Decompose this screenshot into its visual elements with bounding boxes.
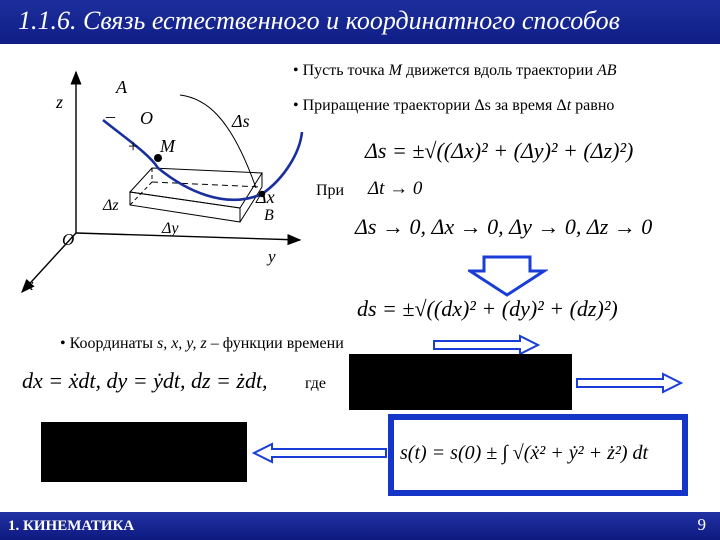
label-delta-x: Δx [256,187,275,207]
formula-delta-s: Δs = ±√((Δx)² + (Δy)² + (Δz)²) [365,138,634,163]
page-number: 9 [697,515,706,534]
label-m: M [160,136,175,156]
bullet-3: • Координаты s, x, y, z – функции времени [60,335,344,352]
s-of-t-box [388,414,688,496]
bullet-1-var: M [388,62,402,79]
box-top-face [130,168,262,208]
bullet-1-post: движется вдоль траектории [401,62,598,79]
hidden-formula-box [349,354,572,410]
bullet-3-vars: s, x, y, z [156,335,207,352]
delta-s-arc [180,95,256,188]
bullet-2: • Приращение траектории Δs за время Δt равно [293,97,615,114]
formula-s-t: s(t) = s(0) ± ∫ √(ẋ² + ẏ² + ż²) dt [400,442,649,464]
box-hidden-edge [152,182,262,187]
trajectory-diagram [0,44,310,304]
footer-bar [0,512,720,540]
y-axis [76,233,300,240]
label-plus: + [128,136,139,156]
label-minus: – [106,106,115,126]
footer-section-label: 1. КИНЕМАТИКА [8,518,135,534]
bullet-1: • Пусть точка M движется вдоль траектории AB [293,62,617,79]
right-arrow-icon [432,334,542,356]
pri-label: При [316,182,345,199]
box-hidden-diag [130,182,152,205]
bullet-2-var: t [566,97,572,114]
formula-limits: Δs → 0, Δx → 0, Δy → 0, Δz → 0 [355,214,653,239]
label-b: B [264,207,274,224]
slide-title: 1.1.6. Связь естественного и координатного способов [18,6,620,35]
right-arrow-icon [575,372,685,394]
bullet-3-post: – функции времени [206,335,344,352]
label-y: y [268,247,276,266]
formula-ds: ds = ±√((dx)² + (dy)² + (dz)²) [357,296,618,321]
label-z: z [56,92,64,112]
hidden-image-box [41,422,247,482]
down-arrow-icon [468,255,548,297]
bullet-2-post: равно [571,97,615,114]
title-bar [0,0,720,44]
label-x: x [26,275,34,294]
gde-label: где [305,375,327,392]
label-o-curve: O [140,108,153,128]
formula-dx: dx = ẋdt, dy = ẏdt, dz = żdt, [22,368,268,393]
bullet-1-var2: AB [597,62,617,79]
bullet-3-pre: Координаты [69,335,157,352]
formula-dt-limit: Δt → 0 [368,178,423,199]
label-delta-s: Δs [232,111,250,131]
box-front-face [130,192,240,222]
label-delta-y: Δy [162,220,179,237]
bullet-2-pre: Приращение траектории Δs за время Δ [302,97,567,114]
label-origin: O [62,230,75,249]
label-a: A [116,77,127,97]
label-delta-z: Δz [103,197,119,214]
bullet-1-pre: Пусть точка [302,62,389,79]
left-arrow-icon [252,442,388,464]
